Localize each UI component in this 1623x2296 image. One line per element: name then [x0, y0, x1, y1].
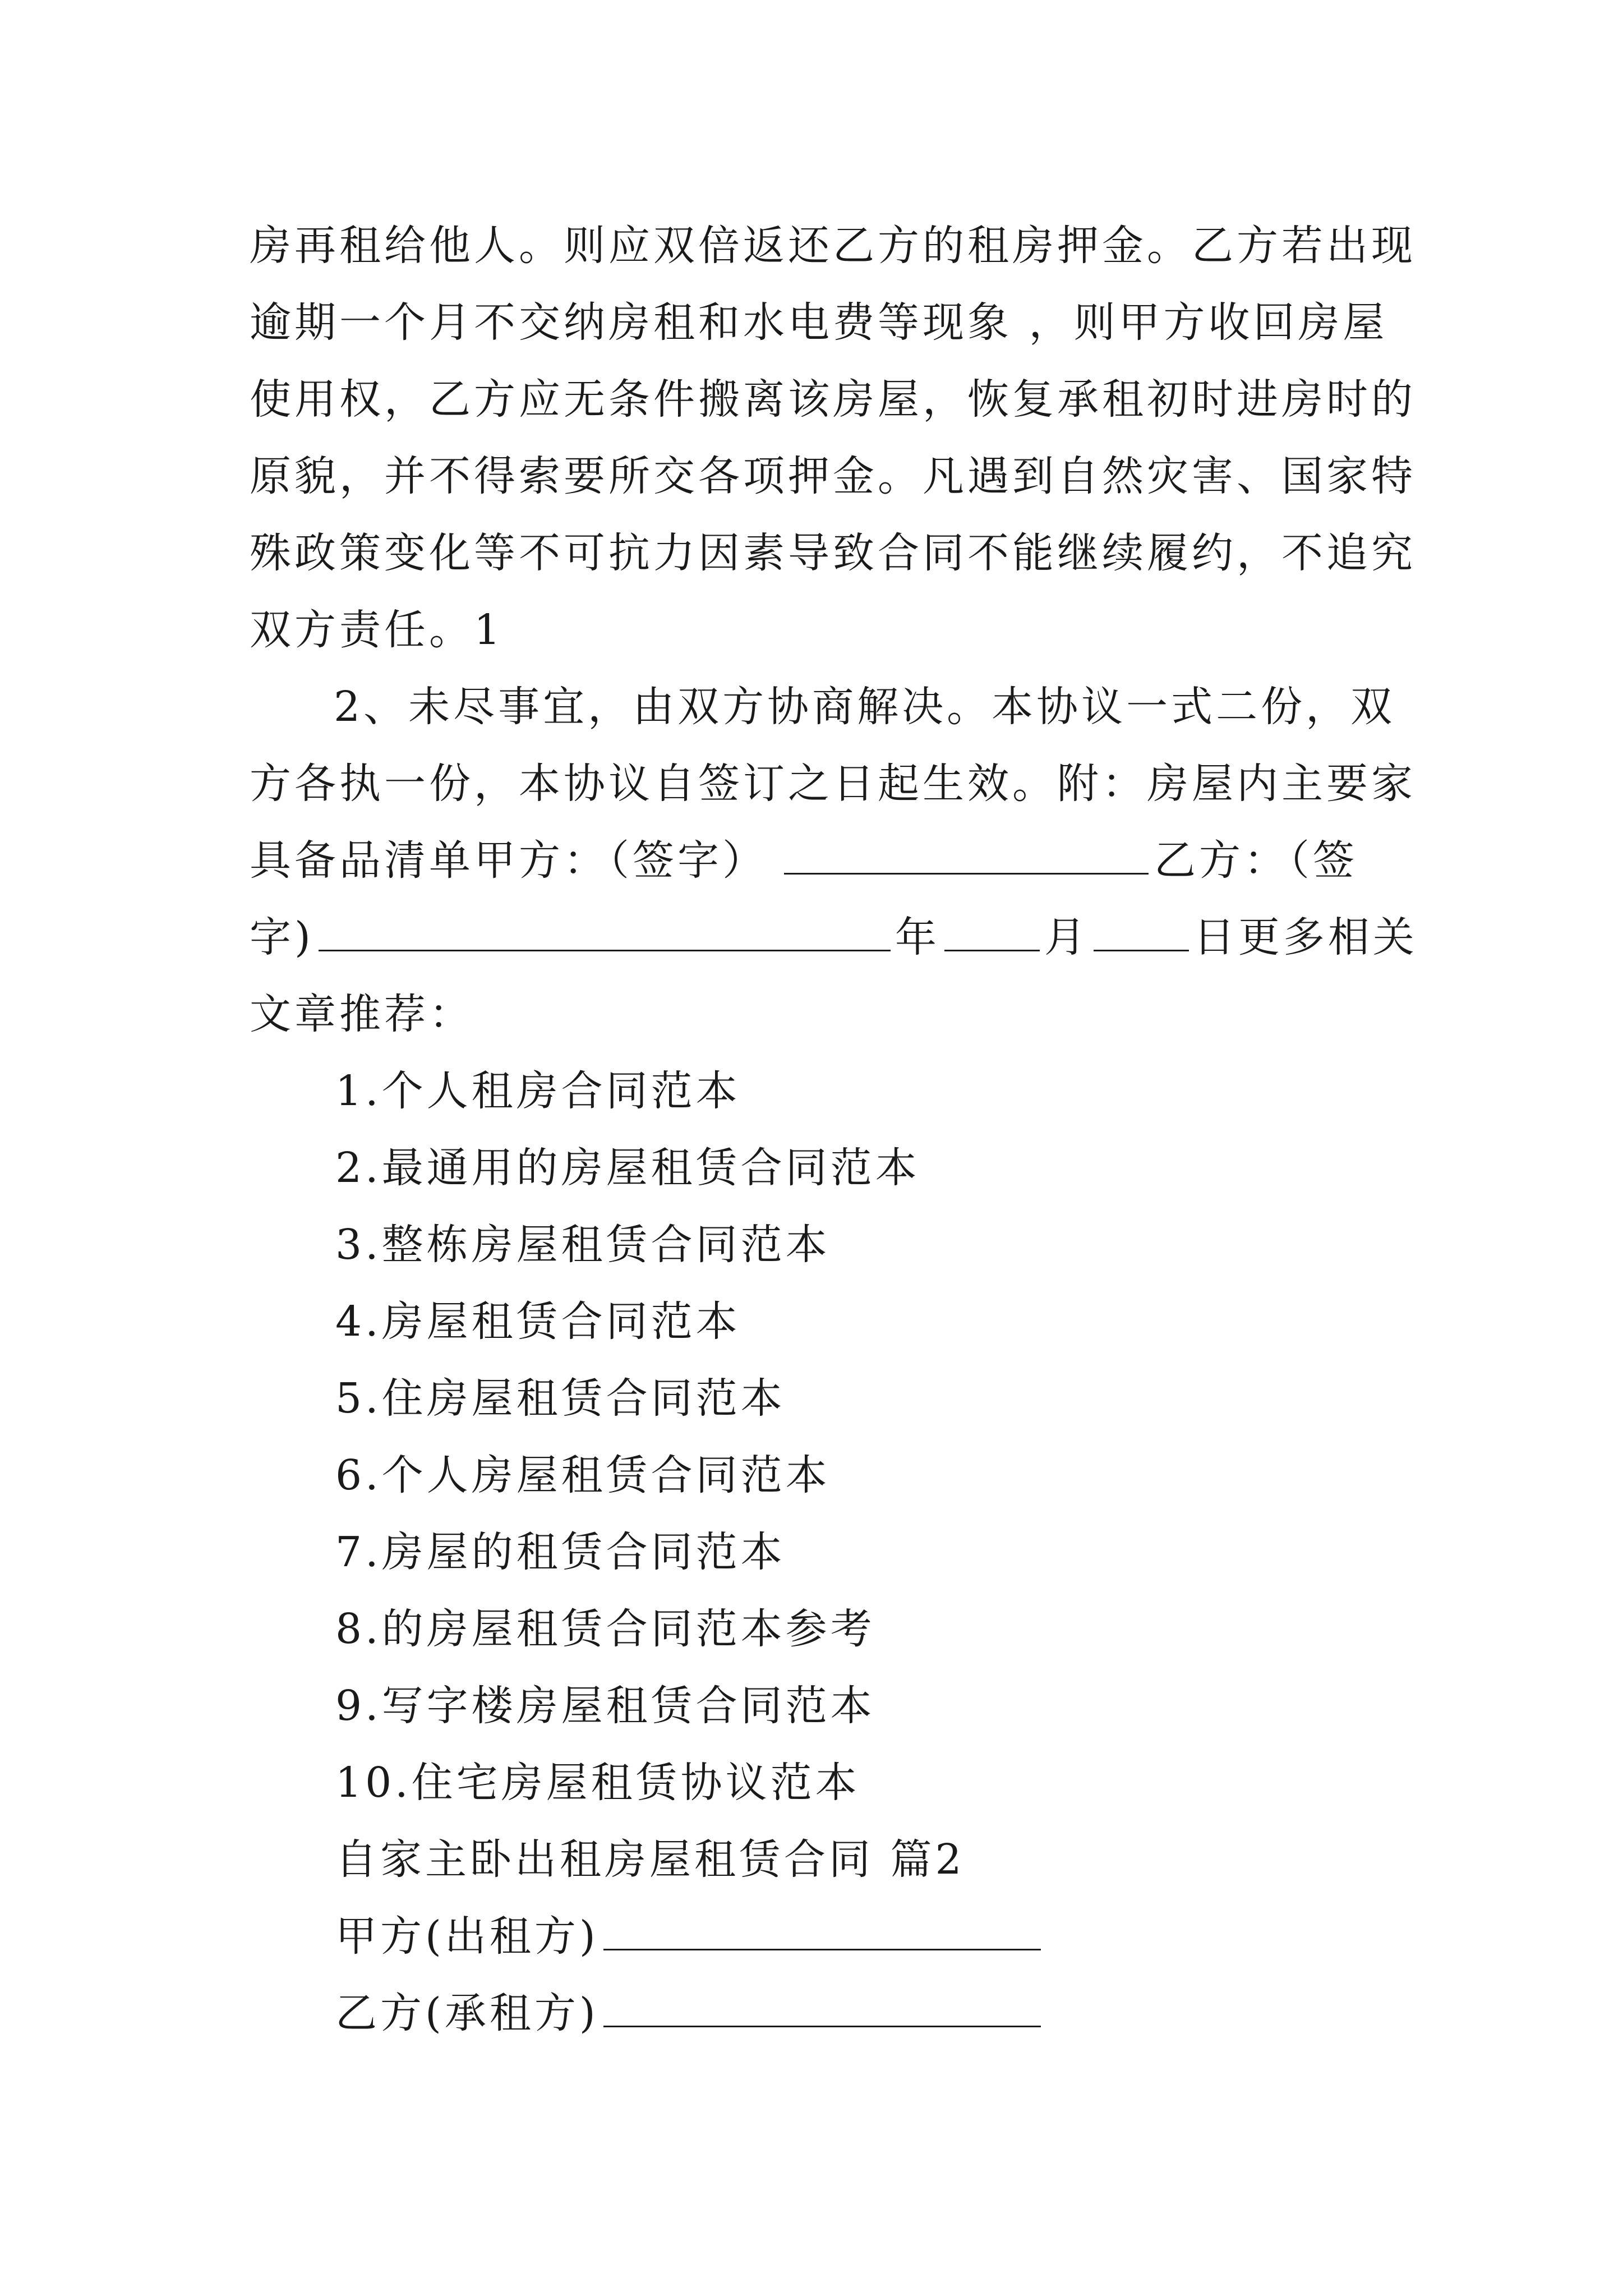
paragraph-liability	[250, 208, 1416, 669]
party-a-signature-blank[interactable]	[784, 835, 1149, 875]
list-item[interactable]: 8.的房屋租赁合同范本参考	[335, 1605, 875, 1653]
list-item[interactable]: 6.个人房屋租赁合同范本	[335, 1451, 831, 1499]
list-item[interactable]: 5.住房屋租赁合同范本	[335, 1374, 786, 1423]
list-item[interactable]: 9.写字楼房屋租赁合同范本	[335, 1682, 875, 1730]
party-b-label: 乙方(承租方)	[335, 1989, 599, 2037]
party-a-blank[interactable]	[603, 1911, 1041, 1950]
month-label: 月	[1044, 913, 1089, 961]
text-line: 双方责任。1	[250, 606, 504, 654]
text-line: 文章推荐：	[250, 990, 474, 1038]
text-line: 使用权，乙方应无条件搬离该房屋，恢复承租初时进房时的	[250, 375, 1416, 424]
year-label: 年	[895, 913, 940, 961]
text-line: 2、未尽事宜，由双方协商解决。本协议一式二份，双	[334, 683, 1396, 731]
list-item[interactable]: 1.个人租房合同范本	[335, 1067, 741, 1115]
party-b-sign-label: 乙方：（签	[1154, 836, 1358, 885]
text-line: 房再租给他人。则应双倍返还乙方的租房押金。乙方若出现	[250, 222, 1416, 270]
month-blank[interactable]	[944, 912, 1040, 951]
paragraph-signature	[250, 669, 1418, 1053]
party-a-sign-label: 具备品清单甲方：（签字）	[250, 836, 767, 885]
text-line: 殊政策变化等不可抗力因素导致合同不能继续履约，不追究	[250, 529, 1416, 577]
signature-line-date	[250, 899, 1418, 976]
section-title: 自家主卧出租房屋租赁合同 篇2	[335, 1835, 965, 1884]
day-more-label: 日更多相关	[1193, 913, 1418, 961]
related-articles-list	[335, 1053, 920, 1821]
list-item[interactable]: 10.住宅房屋租赁协议范本	[335, 1759, 860, 1807]
sign-label-end: 字)	[250, 913, 314, 961]
list-item[interactable]: 2.最通用的房屋租赁合同范本	[335, 1144, 920, 1192]
list-item[interactable]: 7.房屋的租赁合同范本	[335, 1528, 786, 1576]
text-line: 原貌，并不得索要所交各项押金。凡遇到自然灾害、国家特	[250, 452, 1416, 500]
party-b-signature-blank[interactable]	[319, 912, 891, 951]
list-item[interactable]: 3.整栋房屋租赁合同范本	[335, 1221, 831, 1269]
party-b-blank[interactable]	[603, 1987, 1041, 2027]
list-item[interactable]: 4.房屋租赁合同范本	[335, 1297, 741, 1346]
signature-line-party-a	[250, 822, 1382, 899]
day-blank[interactable]	[1094, 912, 1189, 951]
text-line: 方各执一份，本协议自签订之日起生效。附：房屋内主要家	[250, 760, 1416, 808]
text-line: 逾期一个月不交纳房租和水电费等现象 ，则甲方收回房屋	[250, 298, 1388, 347]
contract-section-2	[335, 1821, 1041, 2052]
party-b-line	[335, 1975, 1041, 2052]
party-a-label: 甲方(出租方)	[335, 1912, 599, 1961]
party-a-line	[335, 1898, 1041, 1975]
